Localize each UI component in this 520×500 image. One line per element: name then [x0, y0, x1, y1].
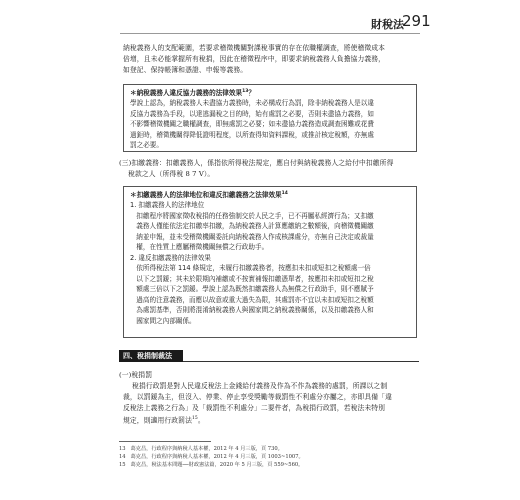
body-line: 裁，以罰鍰為主，但沒入、停業、停止享受獎勵等裁罰性不利處分亦屬之，亦即具備「違	[123, 393, 392, 401]
callout-line: 國家間之內部關係。	[130, 316, 196, 325]
callout-line: 義務人僅能依法定扣繳率扣繳，為納稅義務人計算應繳納之數額後，向稽徵機關繳	[130, 222, 374, 230]
footnote-ref: 15	[191, 416, 198, 421]
callout-box-withholding-agent	[123, 186, 417, 338]
callout-line: 以下之罰鍰；其未於限期內補繳或不按實補報扣繳憑單者，按應扣未扣或短扣之稅	[130, 274, 374, 283]
page-number: 291	[402, 12, 431, 30]
callout-line: 學說上認為，納稅義務人未盡協力義務時，未必構成行為罰，除非納稅義務人是以違	[130, 99, 374, 107]
body-line: 稅捐行政罰是對人民違反稅法上金錢給付義務及作為不作為義務的處罰，所課以之制	[123, 382, 388, 390]
footnote-number: 14	[119, 454, 126, 460]
section-heading	[119, 350, 419, 362]
callout-line: 權，在性質上應屬稽徵機關無償之行政助手。	[130, 243, 269, 251]
footnote-number: 15	[119, 462, 126, 468]
footnote	[119, 446, 283, 453]
sub-heading: (一)稅捐罰	[119, 371, 153, 379]
callout-box-coordination-duty	[123, 84, 417, 152]
body-line-text: 規定，則適用行政罰法	[123, 416, 192, 425]
callout-line: 不影響稽徵機關之職權調查，即無處罰之必要；如未盡協力義務造成調查困難或花費	[130, 120, 374, 128]
footnote-number: 13	[119, 446, 126, 452]
footnote-text: 葛克昌，稅法基本問題──財政憲法篇，2020 年 5 月三版，頁 559~560。	[130, 462, 304, 468]
section-heading-rule	[183, 361, 419, 362]
callout-line: 過鉅時，稽徵機關得降低證明程度，以所查得知資料課稅，或推計核定稅額，亦無處	[130, 130, 374, 139]
callout-line: 罰之必要。	[130, 141, 163, 149]
running-header-title: 財稅法	[371, 18, 404, 31]
footnote-rule	[119, 441, 211, 442]
callout-title	[130, 87, 255, 99]
callout-line: 扣繳程序將國家徵收稅捐的任務強制交於人民之手，已不再屬私經濟行為；又扣繳	[130, 211, 374, 220]
callout-line: 額處三倍以下之罰鍰。學說上認為既然扣繳義務人為無償之行政助手，則不應賦予	[130, 285, 374, 293]
withholding-duty-line: 稅款之人（所得稅 8 7 Ⅴ）。	[119, 170, 215, 178]
intro-line: 倍增，且未必能掌握所有稅捐，因此在稽徵程序中，即要求納稅義務人負擔協力義務，	[123, 55, 386, 63]
footnote	[119, 462, 303, 469]
intro-line: 如登記、保持帳簿和憑證、申報等義務。	[123, 66, 248, 74]
intro-line: 納稅義務人的支配範圍，若要求稽徵機關對課稅事實的存在依職權調查，將使稽徵成本	[123, 44, 386, 52]
callout-title	[130, 189, 288, 201]
callout-title-text: ＊扣繳義務人的法律地位和違反扣繳義務之法律效果	[130, 191, 282, 200]
callout-line: 依所得稅法第 114 條規定，未履行扣繳義務者，按應扣未扣或短扣之稅額處一倍	[130, 264, 371, 272]
body-line-end: 。	[197, 416, 205, 425]
footnote-text: 葛克昌，行政程序與納稅人基本權，2012 年 4 月三版，頁 1003~1007。	[130, 454, 304, 460]
footnote	[119, 454, 304, 461]
callout-line: 2. 違反扣繳義務的法律效果	[130, 253, 211, 262]
callout-line: 1. 扣繳義務人的法律地位	[130, 201, 205, 209]
callout-title-suffix: ？	[248, 89, 255, 98]
withholding-duty-line: (三)扣繳義務：扣繳義務人，係指依所得稅法規定，應自付與納稅義務人之給付中扣繳所得	[119, 159, 394, 167]
header-rule	[120, 33, 420, 34]
callout-line: 為處罰基準，否則將混淆納稅義務人與國家間之納稅義務關係，以及扣繳義務人和	[130, 306, 374, 314]
body-line: 反稅法上義務之行為」及「裁罰性不利處分」二要件者，為稅捐行政罰，若稅法未特別	[123, 404, 386, 412]
footnote-text: 葛克昌，行政程序與納稅人基本權，2012 年 4 月三版，頁 730。	[130, 446, 283, 452]
callout-line: 反協力義務為手段，以達逃漏稅之目的時，始有處罰之必要，否則未盡協力義務，如	[130, 109, 374, 118]
section-heading-label: 四、稅捐制裁法	[119, 350, 183, 362]
body-line	[123, 414, 205, 426]
callout-title-text: ＊納稅義務人違反協力義務的法律效果	[130, 89, 243, 98]
callout-line: 過高的注意義務，而應以故意或重大過失為限，其處罰亦不宜以未扣或短扣之稅額	[130, 295, 374, 304]
callout-line: 納並申報，並未受稽徵機關委託向納稅義務人作成核課處分，亦無自己決定或裁量	[130, 232, 374, 241]
footnote-ref: 14	[281, 191, 288, 196]
footnote-ref: 13	[242, 89, 249, 94]
